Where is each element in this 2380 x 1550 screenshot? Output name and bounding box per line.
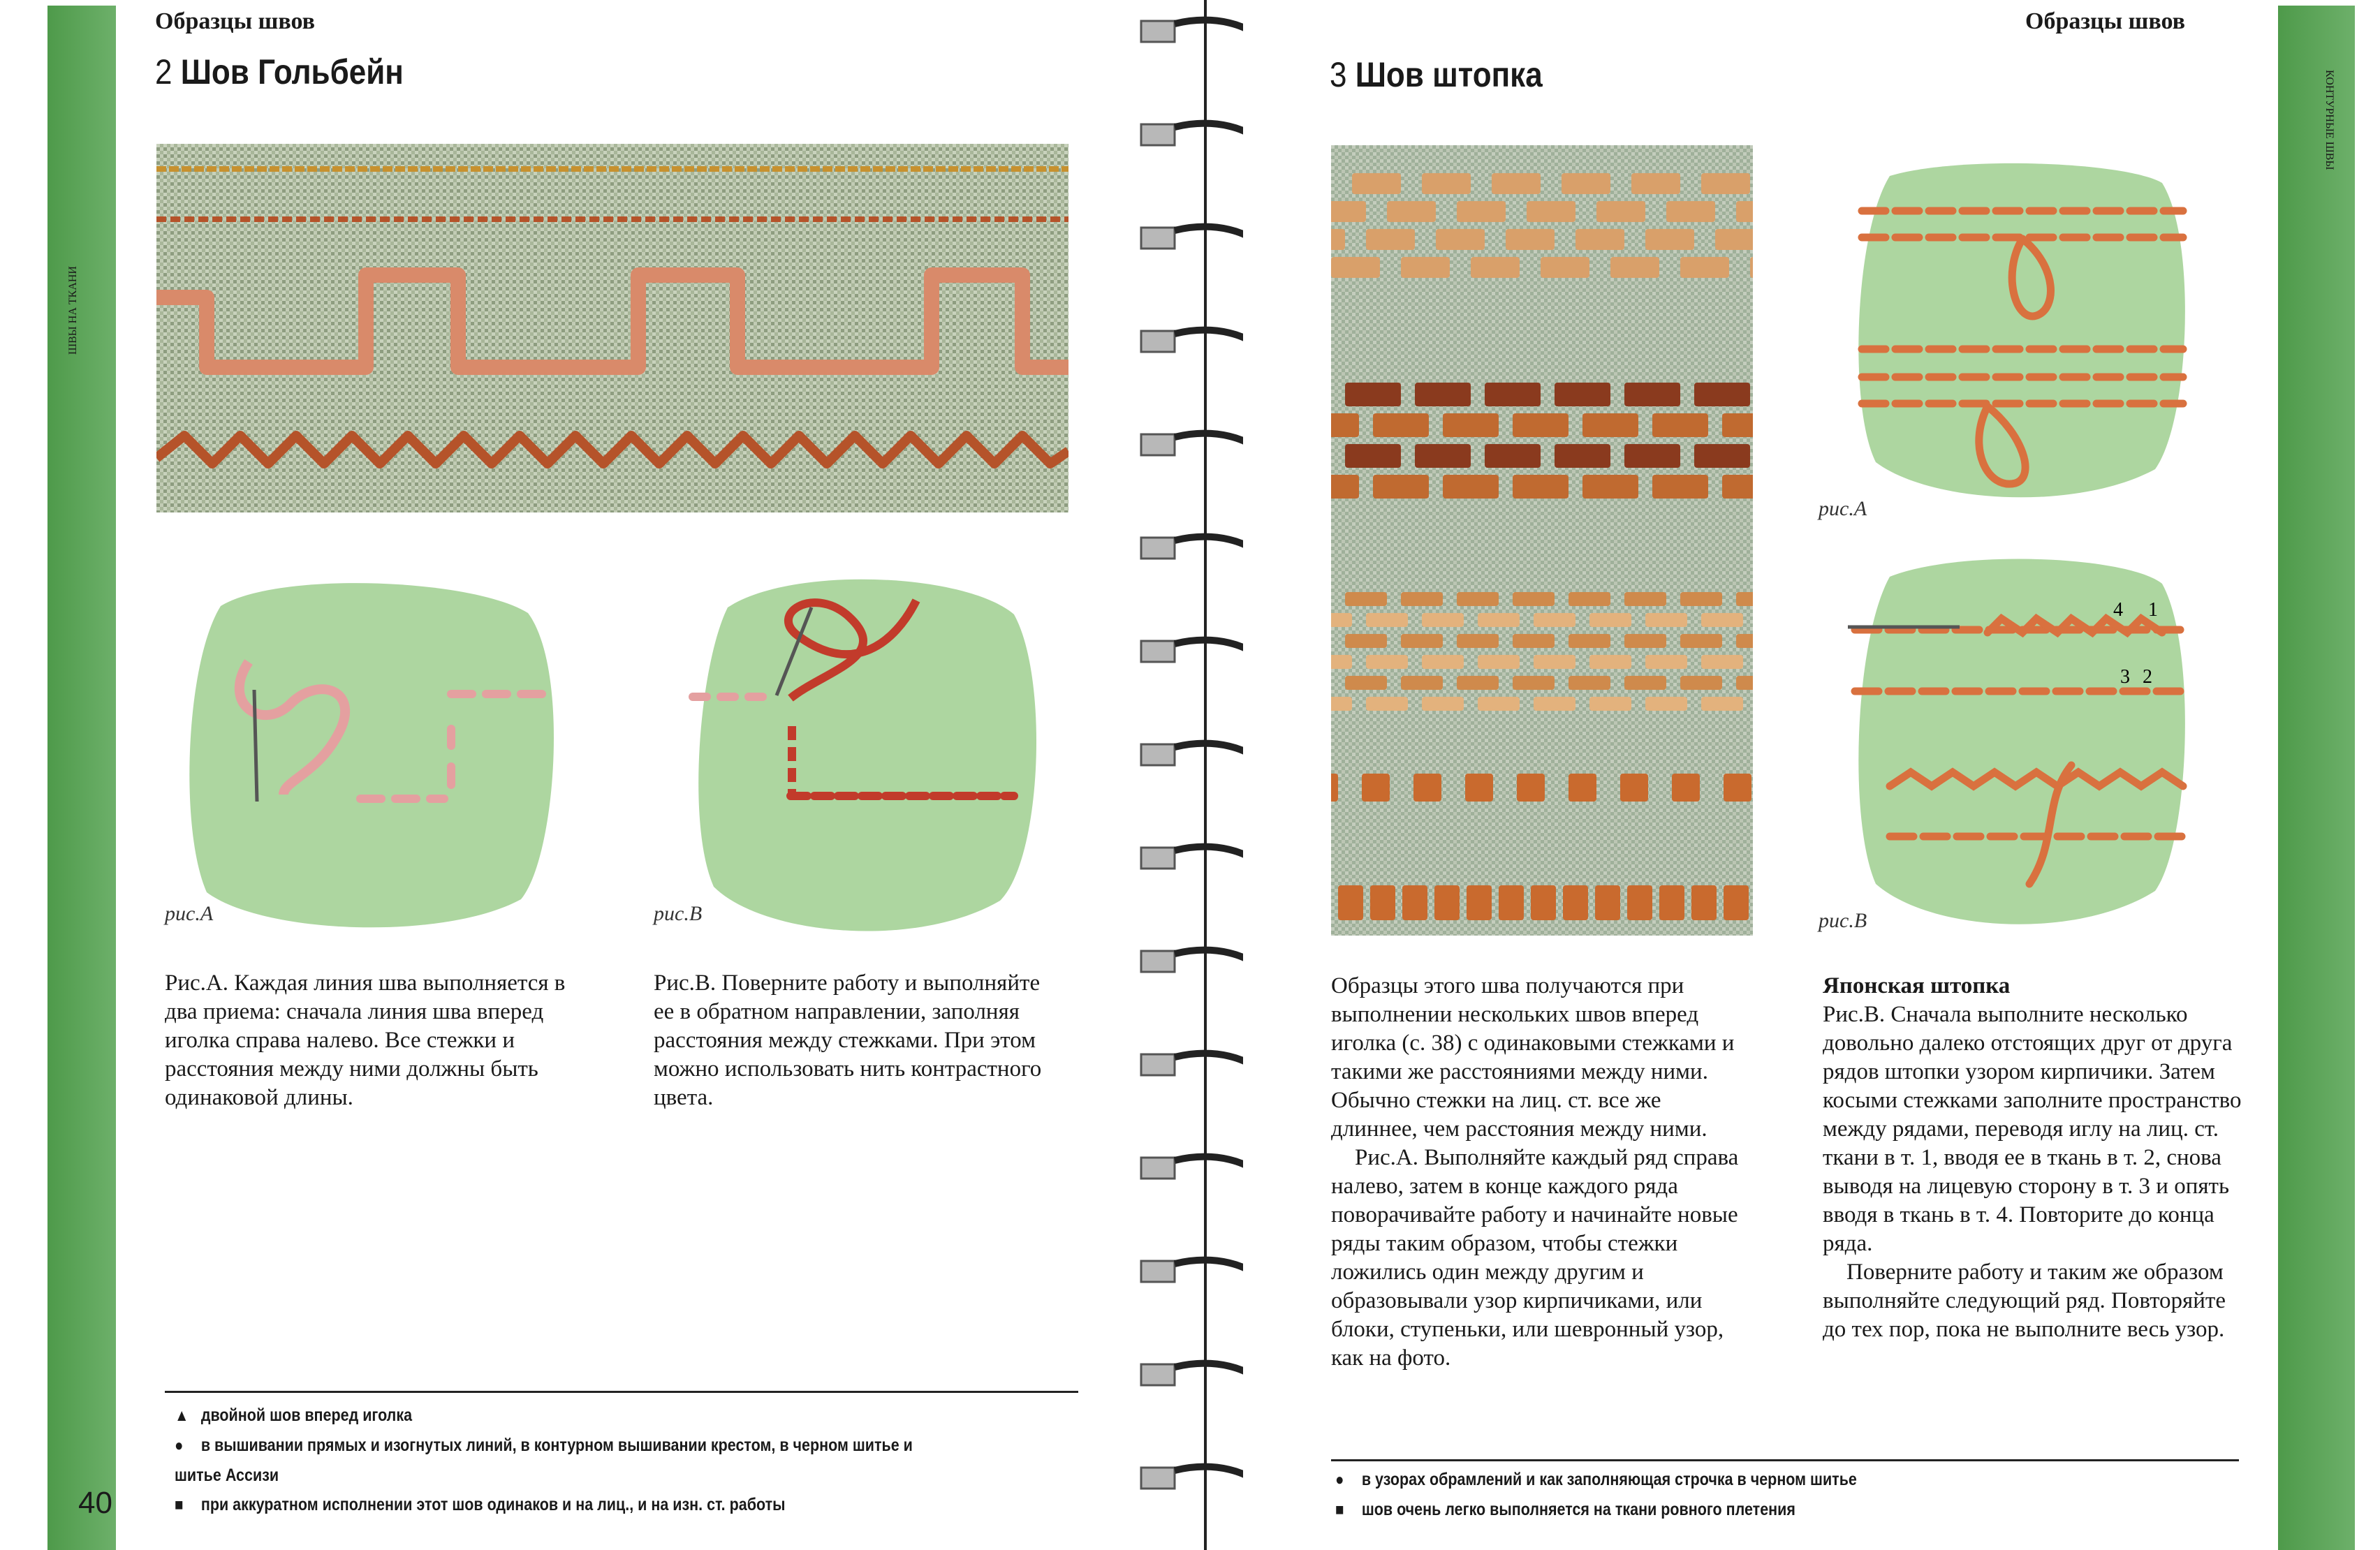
note-row: шитье Ассизи bbox=[175, 1466, 279, 1485]
darning-stitch-photo bbox=[1331, 145, 1753, 936]
left-side-label: ШВЫ НА ТКАНИ bbox=[67, 266, 79, 355]
square-bullet-icon: ■ bbox=[175, 1496, 184, 1514]
note-row: ■ шов очень легко выполняется на ткани ровного плетения bbox=[1335, 1495, 1857, 1525]
darning-text-column-2 bbox=[1823, 972, 2242, 1344]
note-row: ■ при аккуратном исполнении этот шов одинаков и на лиц., и на изн. ст. работы bbox=[175, 1490, 913, 1520]
right-page bbox=[1243, 0, 2380, 1550]
section-title-text: Шов Гольбейн bbox=[180, 52, 404, 91]
notes-right bbox=[1335, 1465, 1857, 1525]
page-number-left: 40 bbox=[78, 1486, 112, 1520]
triangle-bullet-icon: ▲ bbox=[175, 1406, 189, 1425]
fig-b-number-2: 2 bbox=[2143, 666, 2152, 688]
section-number: 3 bbox=[1330, 55, 1347, 94]
darning-fig-a-illustration bbox=[1848, 155, 2197, 511]
darning-text-column-1 bbox=[1331, 972, 1750, 1373]
darning-fig-b-illustration bbox=[1848, 549, 2197, 940]
caption-fig-b: Рис.В. Поверните работу и выполняйте ее в обратном направлении, заполняя расстояния между стежками. При этом можно использовать нить контрастного цвета. bbox=[654, 970, 1042, 1110]
note-row: ● в вышивании прямых и изогнутых линий, в контурном вышивании крестом, в черном шитье и bbox=[175, 1431, 913, 1461]
japanese-darning-heading: Японская штопка bbox=[1823, 973, 2011, 998]
fig-a-label: рис.А bbox=[165, 902, 214, 925]
col1-paragraph-2: Рис.А. Выполняйте каждый ряд справа налево, затем в конце каждого ряда поворачивайте работу и начинайте новые ряды таким образом, чтобы стежки ложились один между другим и образовывали узор кирпичиками, или блоки, ступеньки, или шевронный узор, как на фото. bbox=[1331, 1145, 1739, 1371]
col2-paragraph-2: Поверните работу и таким же образом выполняйте следующий ряд. Повторяйте до тех пор, пока не выполните весь узор. bbox=[1823, 1260, 2226, 1342]
fig-b-number-4: 4 bbox=[2113, 599, 2123, 621]
section-title-darning bbox=[1330, 54, 1543, 95]
fig-a-label-right: рис.А bbox=[1819, 497, 1867, 520]
circle-bullet-icon: ● bbox=[1335, 1470, 1344, 1489]
fig-b-label-right: рис.В bbox=[1819, 909, 1867, 932]
fig-b-number-3: 3 bbox=[2120, 666, 2130, 688]
running-head-right: Образцы швов bbox=[2025, 8, 2186, 34]
running-head-left: Образцы швов bbox=[155, 8, 316, 34]
right-side-label: КОНТУРНЫЕ ШВЫ bbox=[2323, 70, 2335, 170]
circle-bullet-icon: ● bbox=[175, 1436, 184, 1455]
square-bullet-icon: ■ bbox=[1335, 1500, 1344, 1519]
caption-fig-a: Рис.А. Каждая линия шва выполняется в два приема: сначала линия шва вперед иголка справа налево. Все стежки и расстояния между ними должны быть одинаковой длины. bbox=[165, 970, 566, 1110]
notes-rule-right bbox=[1331, 1459, 2239, 1461]
fig-b-label: рис.В bbox=[654, 902, 703, 925]
right-side-strip bbox=[2278, 6, 2355, 1550]
col1-paragraph-1: Образцы этого шва получаются при выполнении нескольких швов вперед иголка (с. 38) с одинаковыми стежками и такими же расстояниями между ними. Обычно стежки на лиц. ст. все же длиннее, чем расстояния между ними. bbox=[1331, 973, 1735, 1142]
note-row: ▲ двойной шов вперед иголка bbox=[175, 1401, 913, 1431]
col2-paragraph-1: Рис.В. Сначала выполните несколько довольно далеко отстоящих друг от друга рядов штопки узором кирпичики. Затем косыми стежками заполните пространство между рядами, переводя иглу на лиц. ст. ткани в т. 1, вводя ее в ткань в т. 2, снова выводя на лицевую сторону в т. 3 и опять вводя в ткань в т. 4. Повторите до конца ряда. bbox=[1823, 1002, 2242, 1256]
note-row: ● в узорах обрамлений и как заполняющая строчка в черном шитье bbox=[1335, 1465, 1857, 1495]
fig-b-number-1: 1 bbox=[2148, 599, 2158, 621]
section-title-text: Шов штопка bbox=[1355, 55, 1543, 94]
section-number: 2 bbox=[155, 52, 172, 91]
